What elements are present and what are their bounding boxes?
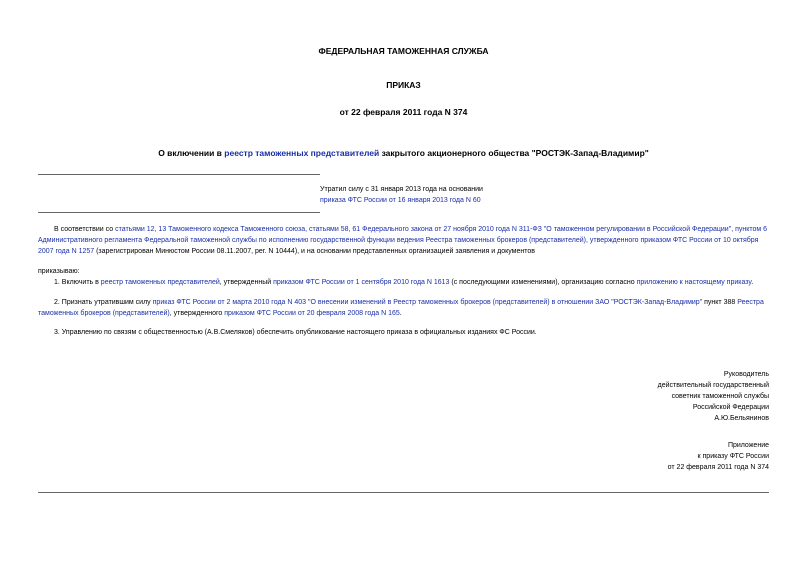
signature-block: [469, 369, 769, 424]
document-title: [0, 148, 807, 158]
repeal-note-text: Утратил силу с 31 января 2013 года на основании: [320, 186, 483, 193]
item-2-order-165-link[interactable]: приказом ФТС России от 20 февраля 2008 года N 165: [224, 310, 400, 317]
bottom-divider: [38, 492, 769, 493]
title-text-before: О включении в: [158, 148, 225, 158]
note-divider: [38, 212, 320, 213]
signature-name: А.Ю.Бельянинов: [714, 415, 769, 422]
signature-line-3: советник таможенной службы: [671, 393, 769, 400]
repeal-note-link[interactable]: приказа ФТС России от 16 января 2013 года N 60: [320, 197, 481, 204]
title-registry-link[interactable]: реестр таможенных представителей: [224, 148, 380, 158]
signature-line-2: действительный государственный: [657, 382, 769, 389]
preamble-paragraph: [38, 224, 769, 257]
preamble-law-link[interactable]: статьями 12, 13 Таможенного кодекса Таможенного союза, статьями 58, 61 Федерального закона от 27 ноября 2010 года N 311-ФЗ "О таможенном регулировании в Российской Федерации", пунктом 6 Административного регламента Федеральной таможенной службы по исполнению государственной функции ведения Реестра таможенных брокеров (представителей), утвержденного приказом ФТС России от 10 октября 2007 года N 1257: [38, 226, 768, 255]
doc-type-heading: ПРИКАЗ: [386, 80, 421, 90]
signature-line-1: Руководитель: [723, 371, 769, 378]
item-1-text-2: , утвержденный: [219, 279, 274, 286]
preamble-text-1: В соответствии со: [54, 226, 116, 233]
item-2-text-2: пункт 388: [702, 299, 738, 306]
agency-heading: ФЕДЕРАЛЬНАЯ ТАМОЖЕННАЯ СЛУЖБА: [318, 46, 489, 56]
appendix-line-1: Приложение: [727, 442, 769, 449]
item-1-text-1: 1. Включить в: [54, 279, 101, 286]
appendix-block: [469, 440, 769, 473]
date-number-heading: от 22 февраля 2011 года N 374: [339, 107, 468, 117]
appendix-line-2: к приказу ФТС России: [697, 453, 769, 460]
item-2-text-1: 2. Признать утратившим силу: [54, 299, 153, 306]
item-2-order-link[interactable]: приказ ФТС России от 2 марта 2010 года N 403 "О внесении изменений в Реестр таможенных брокеров (представителей) в отношении ЗАО "РОСТЭК-Запад-Владимир": [152, 299, 703, 306]
item-1-text-3: (с последующими изменениями), организацию согласно: [449, 279, 637, 286]
item-1-text-4: .: [751, 279, 754, 286]
item-2-registry-link[interactable]: Реестра таможенных брокеров (представителей): [38, 299, 764, 317]
item-1-appendix-link[interactable]: приложению к настоящему приказу: [636, 279, 752, 286]
title-text-after: закрытого акционерного общества "РОСТЭК-Запад-Владимир": [379, 148, 649, 158]
appendix-line-3: от 22 февраля 2011 года N 374: [667, 464, 769, 471]
order-word: приказываю:: [38, 268, 80, 275]
item-3-paragraph: 3. Управлению по связям с общественностью (А.В.Смеляков) обеспечить опубликование настоящего приказа в официальных изданиях ФС России.: [54, 329, 537, 336]
item-1-registry-link[interactable]: реестр таможенных представителей: [100, 279, 220, 286]
item-2-text-3: , утвержденного: [169, 310, 225, 317]
item-1-paragraph: [38, 277, 769, 288]
signature-line-4: Российской Федерации: [692, 404, 769, 411]
top-divider: [38, 174, 320, 175]
item-2-text-4: .: [399, 310, 402, 317]
repeal-note: [320, 184, 620, 206]
preamble-text-2: (зарегистрирован Минюстом России 08.11.2007, рег. N 10444), и на основании представленных организацией заявления и документов: [94, 248, 535, 255]
item-2-paragraph: [38, 297, 769, 319]
item-1-order-link[interactable]: приказом ФТС России от 1 сентября 2010 года N 1613: [273, 279, 450, 286]
